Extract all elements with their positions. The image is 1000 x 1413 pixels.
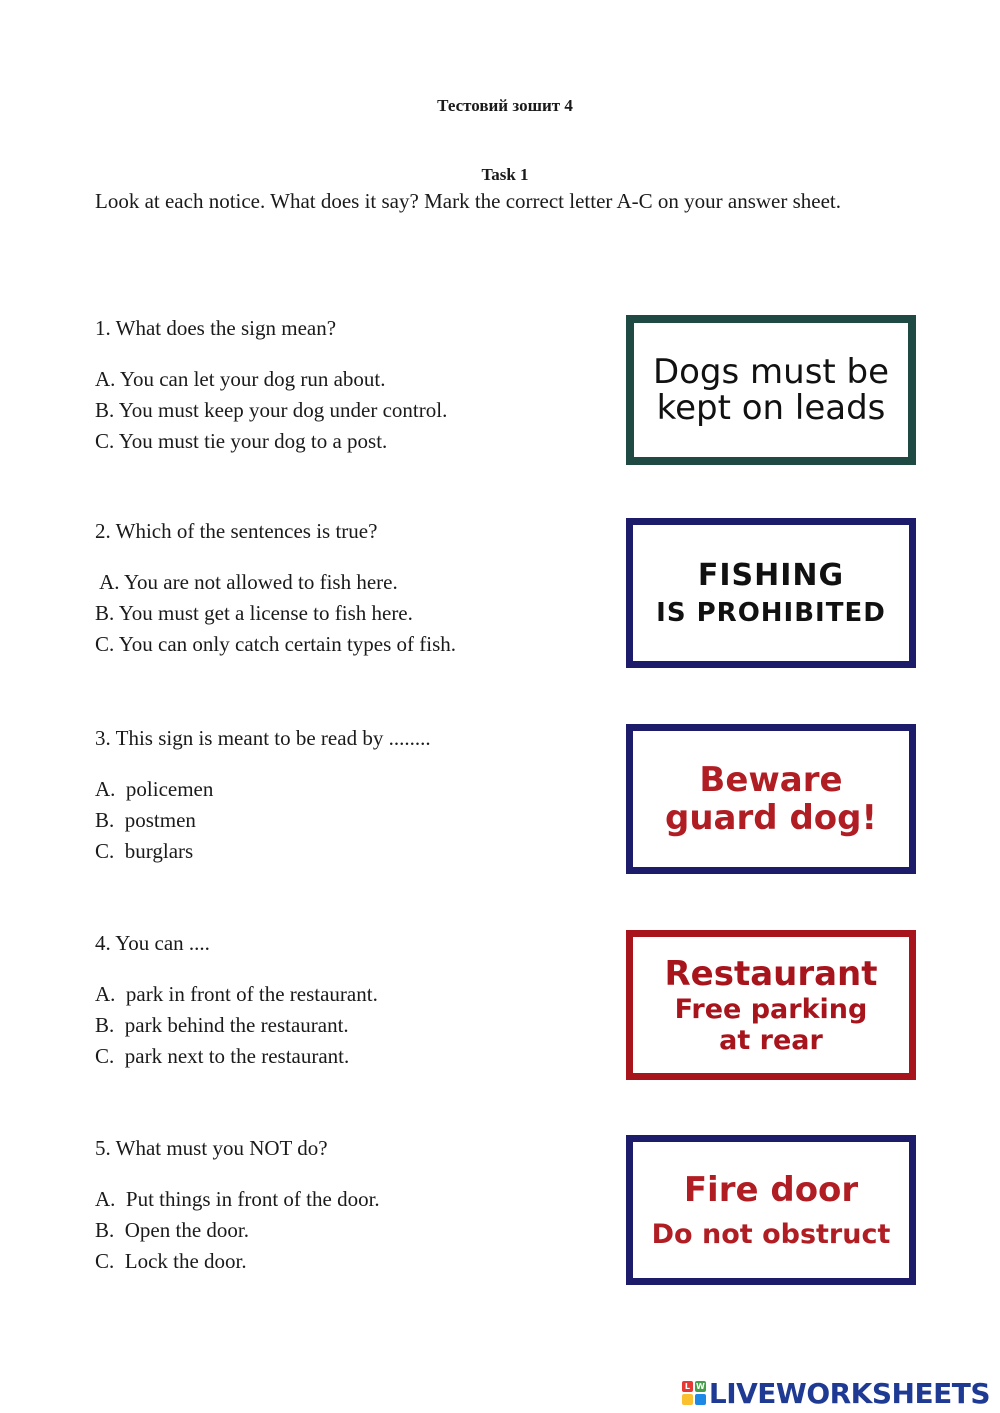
option-b[interactable]: B. You must keep your dog under control.	[95, 398, 448, 422]
sign-fire-door	[626, 1135, 916, 1285]
option-c[interactable]: C. Lock the door.	[95, 1249, 247, 1273]
sign-dogs-leads	[626, 315, 916, 465]
option-a[interactable]: A. You can let your dog run about.	[95, 367, 386, 391]
question-4	[95, 931, 595, 1072]
sign-line: Free parking	[674, 994, 868, 1025]
question-text: 4. You can ....	[95, 931, 210, 955]
task-instructions: Look at each notice. What does it say? Mark the correct letter A-C on your answer sheet.	[95, 189, 842, 213]
option-c[interactable]: C. You can only catch certain types of fish.	[95, 632, 457, 656]
option-a[interactable]: A. Put things in front of the door.	[95, 1187, 380, 1211]
question-text: 1. What does the sign mean?	[95, 316, 337, 340]
sign-fishing-prohibited	[626, 518, 916, 668]
sign-line: IS PROHIBITED	[656, 598, 886, 628]
question-3	[95, 726, 595, 867]
liveworksheets-logo[interactable]	[682, 1378, 990, 1408]
question-text: 3. This sign is meant to be read by ........	[95, 726, 431, 750]
sign-line: Beware	[699, 760, 843, 800]
sign-line: guard dog!	[665, 798, 877, 838]
logo-text: LIVEWORKSHEETS	[708, 1376, 990, 1410]
question-1	[95, 316, 595, 457]
page-title: Тестовий зошит 4	[437, 96, 573, 115]
option-a[interactable]: A. policemen	[95, 777, 214, 801]
question-5	[95, 1136, 595, 1277]
task-title: Task 1	[481, 165, 529, 184]
option-a[interactable]: A. park in front of the restaurant.	[95, 982, 378, 1006]
sign-line: Do not obstruct	[651, 1219, 891, 1250]
sign-line: Fire door	[683, 1170, 859, 1210]
option-b[interactable]: B. Open the door.	[95, 1218, 249, 1242]
question-text: 5. What must you NOT do?	[95, 1136, 328, 1160]
option-c[interactable]: C. You must tie your dog to a post.	[95, 429, 388, 453]
sign-line: FISHING	[697, 558, 845, 593]
sign-line: Restaurant	[664, 954, 878, 994]
option-c[interactable]: C. burglars	[95, 839, 194, 863]
logo-blocks-icon: L W	[682, 1381, 706, 1405]
sign-line: kept on leads	[656, 388, 886, 428]
option-b[interactable]: B. You must get a license to fish here.	[95, 601, 413, 625]
option-b[interactable]: B. park behind the restaurant.	[95, 1013, 349, 1037]
option-c[interactable]: C. park next to the restaurant.	[95, 1044, 350, 1068]
sign-line: Dogs must be	[652, 352, 890, 392]
option-b[interactable]: B. postmen	[95, 808, 196, 832]
sign-restaurant-parking	[626, 930, 916, 1080]
option-a[interactable]: A. You are not allowed to fish here.	[95, 570, 398, 594]
question-2	[95, 519, 595, 660]
sign-line: at rear	[719, 1025, 823, 1056]
sign-beware-guard-dog	[626, 724, 916, 874]
question-text: 2. Which of the sentences is true?	[95, 519, 378, 543]
